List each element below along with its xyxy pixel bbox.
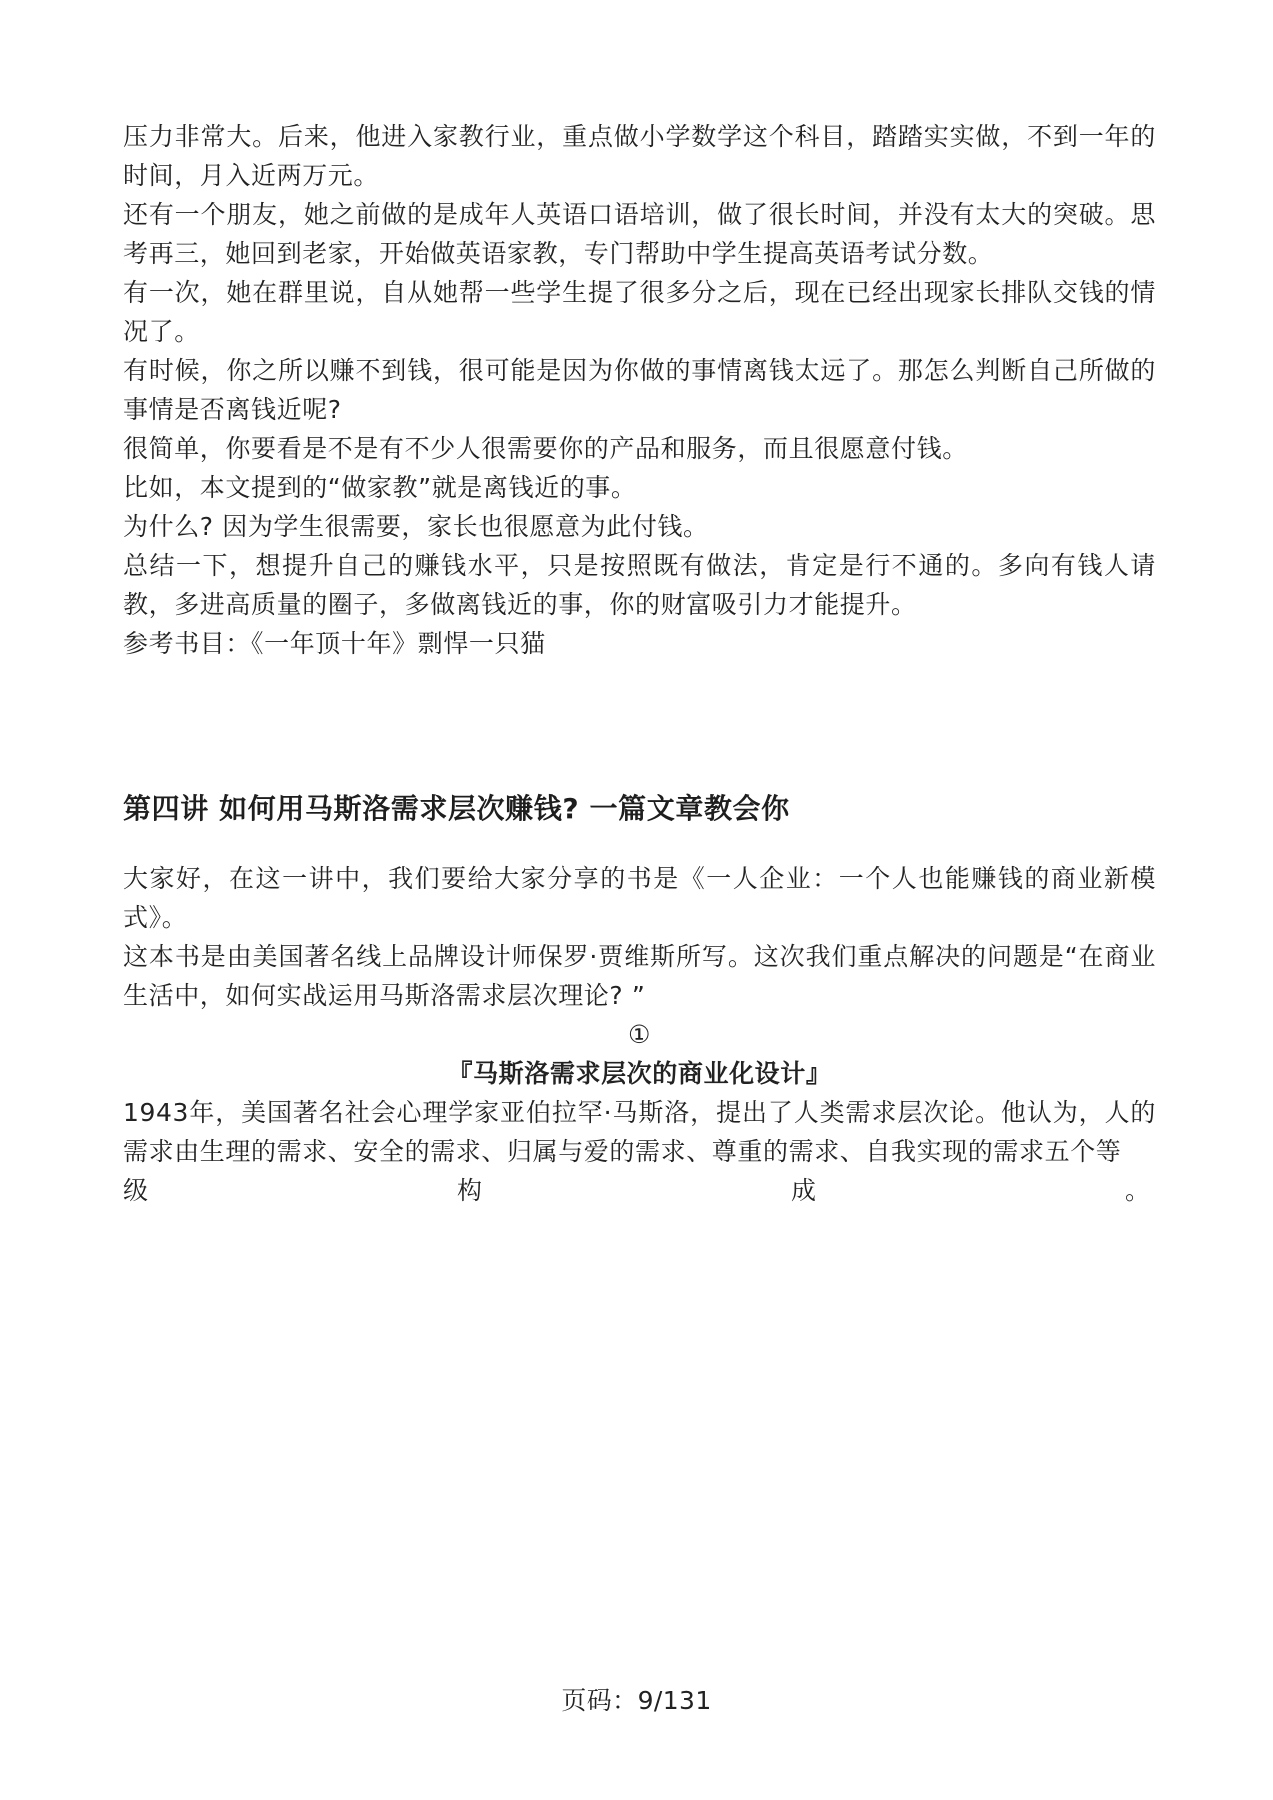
spread-char: 成: [790, 1176, 816, 1205]
reference-line: 参考书目：《一年顶十年》剽悍一只猫: [123, 629, 546, 658]
spread-char: 。: [1124, 1176, 1150, 1205]
paragraph: 压力非常大。后来，他进入家教行业，重点做小学数学这个科目，踏踏实实做，不到一年的时间，月入近两万元。: [123, 122, 1156, 190]
paragraph: 有一次，她在群里说，自从她帮一些学生提了很多分之后，现在已经出现家长排队交钱的情况了。: [123, 278, 1156, 346]
intro-paragraph: 大家好，在这一讲中，我们要给大家分享的书是《一人企业：一个人也能赚钱的商业新模式》。: [123, 864, 1156, 932]
spread-char: 级: [123, 1176, 149, 1205]
body-paragraph: 1943年，美国著名社会心理学家亚伯拉罕·马斯洛，提出了人类需求层次论。他认为，人的需求由生理的需求、安全的需求、归属与爱的需求、尊重的需求、自我实现的需求五个等: [123, 1098, 1156, 1166]
intro-paragraph: 这本书是由美国著名线上品牌设计师保罗·贾维斯所写。这次我们重点解决的问题是“在商业生活中，如何实战运用马斯洛需求层次理论? ”: [123, 942, 1156, 1010]
subsection-title: 『马斯洛需求层次的商业化设计』: [447, 1059, 832, 1088]
justified-last-line: [123, 1171, 1156, 1210]
spread-char: 构: [456, 1176, 482, 1205]
top-text-block: [123, 117, 1156, 663]
paragraph: 总结一下，想提升自己的赚钱水平，只是按照既有做法，肯定是行不通的。多向有钱人请教，多进高质量的圈子，多做离钱近的事，你的财富吸引力才能提升。: [123, 551, 1156, 619]
paragraph: 有时候，你之所以赚不到钱，很可能是因为你做的事情离钱太远了。那怎么判断自己所做的事情是否离钱近呢?: [123, 356, 1156, 424]
section-heading: 第四讲 如何用马斯洛需求层次赚钱? 一篇文章教会你: [123, 792, 790, 825]
paragraph: 很简单，你要看是不是有不少人很需要你的产品和服务，而且很愿意付钱。: [123, 434, 968, 463]
subsection-number: ①: [627, 1020, 651, 1049]
paragraph: 还有一个朋友，她之前做的是成年人英语口语培训，做了很长时间，并没有太大的突破。思考再三，她回到老家，开始做英语家教，专门帮助中学生提高英语考试分数。: [123, 200, 1156, 268]
page-number: 页码：9/131: [561, 1686, 712, 1715]
section-body: [123, 859, 1156, 1210]
paragraph: 比如，本文提到的“做家教”就是离钱近的事。: [123, 473, 637, 502]
paragraph: 为什么? 因为学生很需要，家长也很愿意为此付钱。: [123, 512, 709, 541]
